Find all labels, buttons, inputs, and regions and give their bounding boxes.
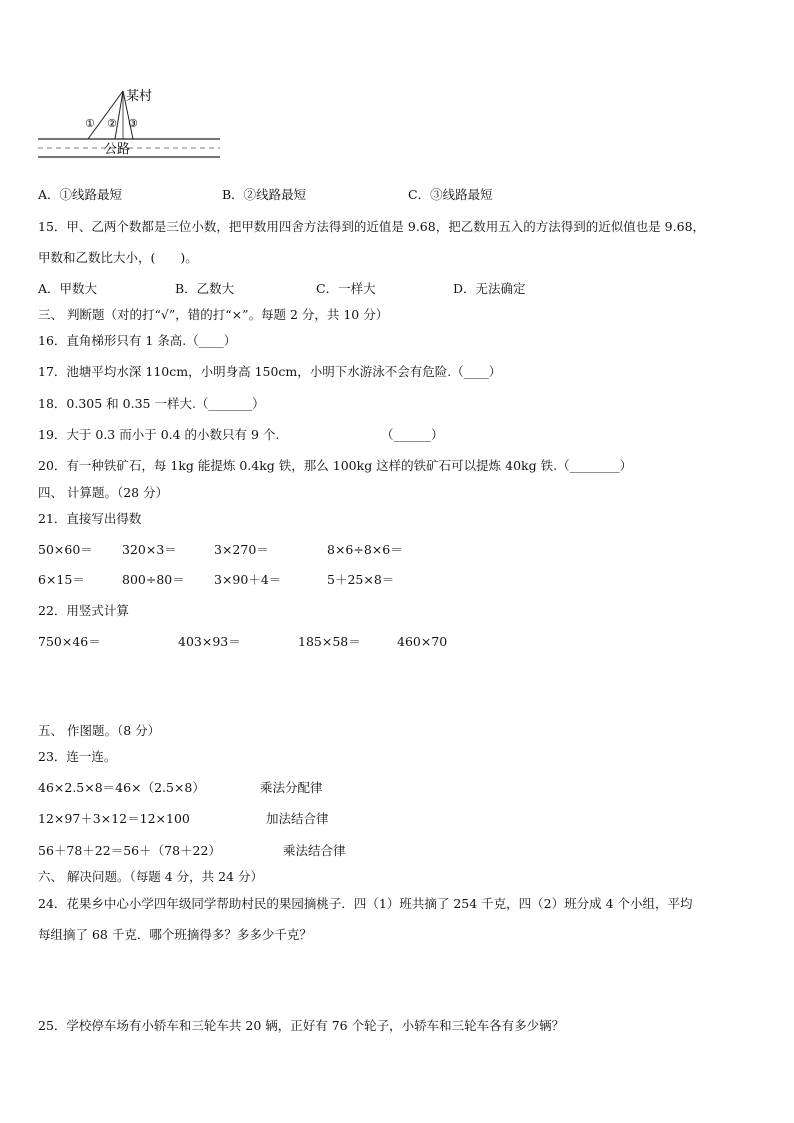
route-1-label: ① xyxy=(85,117,95,130)
q15-option-a: A．甲数大 xyxy=(38,281,98,296)
q21-title: 21．直接写出得数 xyxy=(38,511,142,526)
q23-title: 23．连一连。 xyxy=(38,749,117,764)
q21-expr-8: 5＋25×8＝ xyxy=(327,572,395,587)
q14-option-a: A．①线路最短 xyxy=(38,187,123,202)
route-diagram xyxy=(36,82,226,172)
q23-law-3: 乘法结合律 xyxy=(283,843,346,858)
q24-text-line2: 每组摘了 68 千克．哪个班摘得多？多多少千克？ xyxy=(38,927,312,942)
road-label: 公路 xyxy=(104,142,131,157)
q23-law-1: 乘法分配律 xyxy=(260,780,323,795)
section-6-heading: 六、 解决问题。（每题 4 分，共 24 分） xyxy=(38,869,263,884)
q15-option-d: D．无法确定 xyxy=(453,281,526,296)
q24-text-line1: 24．花果乡中心小学四年级同学帮助村民的果园摘桃子．四（1）班共摘了 254 千克，四（2）班分成 4 个小组，平均 xyxy=(38,896,693,911)
q21-expr-2: 320×3＝ xyxy=(122,542,177,557)
q19-text: 19．大于 0.3 而小于 0.4 的小数只有 9 个. xyxy=(38,427,280,442)
route-3-label: ③ xyxy=(128,117,138,130)
section-4-heading: 四、 计算题。（28 分） xyxy=(38,485,169,500)
q15-option-b: B．乙数大 xyxy=(175,281,235,296)
route-2-label: ② xyxy=(107,117,117,130)
q16-text: 16．直角梯形只有 1 条高.（____） xyxy=(38,333,237,348)
q18-text: 18．0.305 和 0.35 一样大.（_______） xyxy=(38,396,265,411)
q22-expr-2: 403×93＝ xyxy=(178,634,241,649)
q15-text-line1: 15．甲、乙两个数都是三位小数，把甲数用四舍方法得到的近值是 9.68，把乙数用五入的方法得到的近似值也是 9.68， xyxy=(38,219,706,234)
q15-text-line2: 甲数和乙数比大小，( )。 xyxy=(38,250,198,265)
q21-expr-4: 8×6÷8×6＝ xyxy=(327,542,403,557)
q21-expr-5: 6×15＝ xyxy=(38,572,85,587)
q19-answer-blank: （______） xyxy=(381,427,444,442)
route-figure xyxy=(36,82,226,175)
q17-text: 17．池塘平均水深 110cm，小明身高 150cm，小明下水游泳不会有危险.（____） xyxy=(38,364,502,379)
q23-expr-2: 12×97＋3×12＝12×100 xyxy=(38,811,190,826)
q22-title: 22．用竖式计算 xyxy=(38,603,129,618)
q22-expr-1: 750×46＝ xyxy=(38,634,101,649)
q20-text: 20．有一种铁矿石，每 1kg 能提炼 0.4kg 铁，那么 100kg 这样的铁矿石可以提炼 40kg 铁.（________） xyxy=(38,458,633,473)
q14-option-c: C．③线路最短 xyxy=(408,187,493,202)
q14-option-b: B．②线路最短 xyxy=(222,187,307,202)
q21-expr-1: 50×60＝ xyxy=(38,542,93,557)
q21-expr-7: 3×90＋4＝ xyxy=(214,572,282,587)
q21-expr-3: 3×270＝ xyxy=(214,542,269,557)
q21-expr-6: 800÷80＝ xyxy=(122,572,185,587)
q25-text: 25．学校停车场有小轿车和三轮车共 20 辆，正好有 76 个轮子，小轿车和三轮车各有多少辆？ xyxy=(38,1018,565,1033)
section-3-heading: 三、 判断题（对的打“√”，错的打“×”。每题 2 分，共 10 分） xyxy=(38,307,389,322)
q23-expr-1: 46×2.5×8＝46×（2.5×8） xyxy=(38,780,205,795)
q22-expr-3: 185×58＝ xyxy=(298,634,361,649)
village-label: 某村 xyxy=(126,89,153,104)
section-5-heading: 五、 作图题。（8 分） xyxy=(38,723,161,738)
q23-law-2: 加法结合律 xyxy=(266,811,329,826)
q15-option-c: C．一样大 xyxy=(316,281,376,296)
q22-expr-4: 460×70 xyxy=(397,634,448,649)
q23-expr-3: 56＋78＋22＝56＋（78＋22） xyxy=(38,843,221,858)
